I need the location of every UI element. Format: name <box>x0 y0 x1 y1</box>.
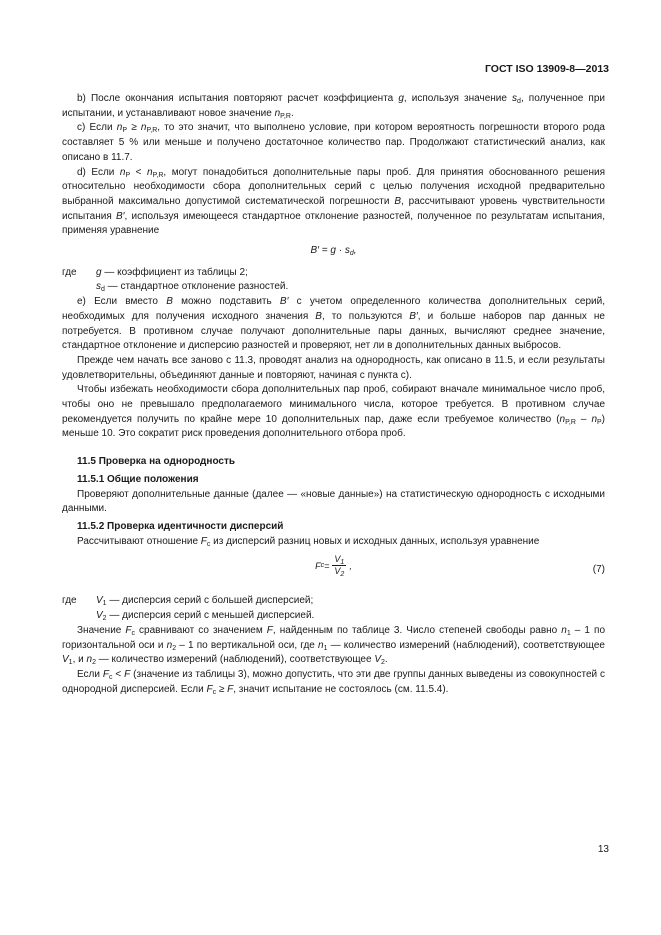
heading-11-5: 11.5 Проверка на однородность <box>77 456 236 468</box>
equation-number: (7) <box>592 564 605 576</box>
where-v2: $V_2$ — дисперсия серий с меньшей дисперсией. <box>96 610 315 623</box>
paragraph-before: Прежде чем начать все заново с 11.3, проводят анализ на однородность, как описано в 11.5, и если результаты удовлетворительны, объединяют данные и повторяют, начиная с пункта c). <box>62 354 605 381</box>
formula-b-prime: $B' = g \cdot s_d$, <box>310 245 357 258</box>
heading-11-5-2: 11.5.2 Проверка идентичности дисперсий <box>77 520 284 532</box>
paragraph-c: c) Если $n_P \ge n_{P,R}$, то это значит, что выполнено условие, при котором вероятность погрешности второго рода составляет 5 % или меньше и получено достаточное количество пар. Продолжают статистический анализ, как описано в 11.7. <box>62 122 605 163</box>
heading-11-5-1: 11.5.1 Общие положения <box>77 473 199 485</box>
paragraph-d: d) Если $n_P < n_{P,R}$, могут понадобиться дополнительные пары проб. Для принятия обоснованного решения относительно необходимости сбора дополнительных серий с целью получения исходной предварительно выбранной максимально допустимой систематической погрешности B, рассчитывают уровень чувствительности испытания B′, используя имеющееся стандартное отклонение разностей, полученное по результатам испытания, применяя уравнение <box>62 166 605 237</box>
paragraph-avoid: Чтобы избежать необходимости сбора дополнительных пар проб, собирают вначале минимальное число проб, чтобы оно не превышало предполагаемого минимального числа, которое требуется. В противном случае рекомендуется получить по крайне мере 10 дополнительных пар, даже если требуемое количество $(n_{P,R} - n_P)$ меньше 10. Это сократит риск проведения дополнительного отбора проб. <box>62 384 606 440</box>
equation-7: F c = $\frac{V_1}{V_2}$ , (7) <box>315 554 605 579</box>
document-body <box>62 92 605 697</box>
paragraph-b: b) После окончания испытания повторяют расчет коэффициента g, используя значение $s_d$, полученное при испытании, и устанавливают новое значение $n_{P,R}$. <box>62 93 605 120</box>
fraction: $\frac{V_1}{V_2}$ <box>334 554 345 579</box>
paragraph-11-5-2: Рассчитывают отношение $F_c$ из дисперсий разниц новых и исходных данных, используя уравнение <box>77 535 540 548</box>
paragraph-compare: Значение $F_c$ сравнивают со значением F, найденным по таблице 3. Число степеней свободы равно $n_1 - 1$ по горизонтальной оси и $n_2 - 1$ по вертикальной оси, где $n_1$ — количество измерений (наблюдений), соответствующее $V_1$, и $n_2$ — количество измерений (наблюдений), соответствующее $V_2$. <box>62 624 605 667</box>
paragraph-11-5-1: Проверяют дополнительные данные (далее — «новые данные») на статистическую однородность с исходными данными. <box>62 488 605 515</box>
paragraph-e: e) Если вместо B можно подставить B′ с учетом определенного количества дополнительных серий, необходимых для получения исходного значения B, то пользуются B′, и больше наборов пар данных не потребуется. В противном случае получают дополнительные пары данных, вычисляют среднее значение, стандартное отклонение и дисперсию разностей и проверяют, нет ли в дополнительных данных выбросов. <box>62 296 605 352</box>
where-sd: $s_d$ — стандартное отклонение разностей. <box>96 281 289 294</box>
paragraph-last: Если $F_c < F$ (значение из таблицы 3), можно допустить, что эти две группы данных выведены из совокупностей с однородной дисперсией. Если $F_c \ge F$, значит испытание не состоялось (см. 11.5.4). <box>62 668 605 696</box>
where-v1: где $V_1$ — дисперсия серий с большей дисперсией; <box>62 595 314 608</box>
page-number: 13 <box>597 844 609 855</box>
where-g: где g — коэффициент из таблицы 2; <box>62 266 248 278</box>
document-header: ГОСТ ISO 13909-8—2013 <box>484 63 609 75</box>
